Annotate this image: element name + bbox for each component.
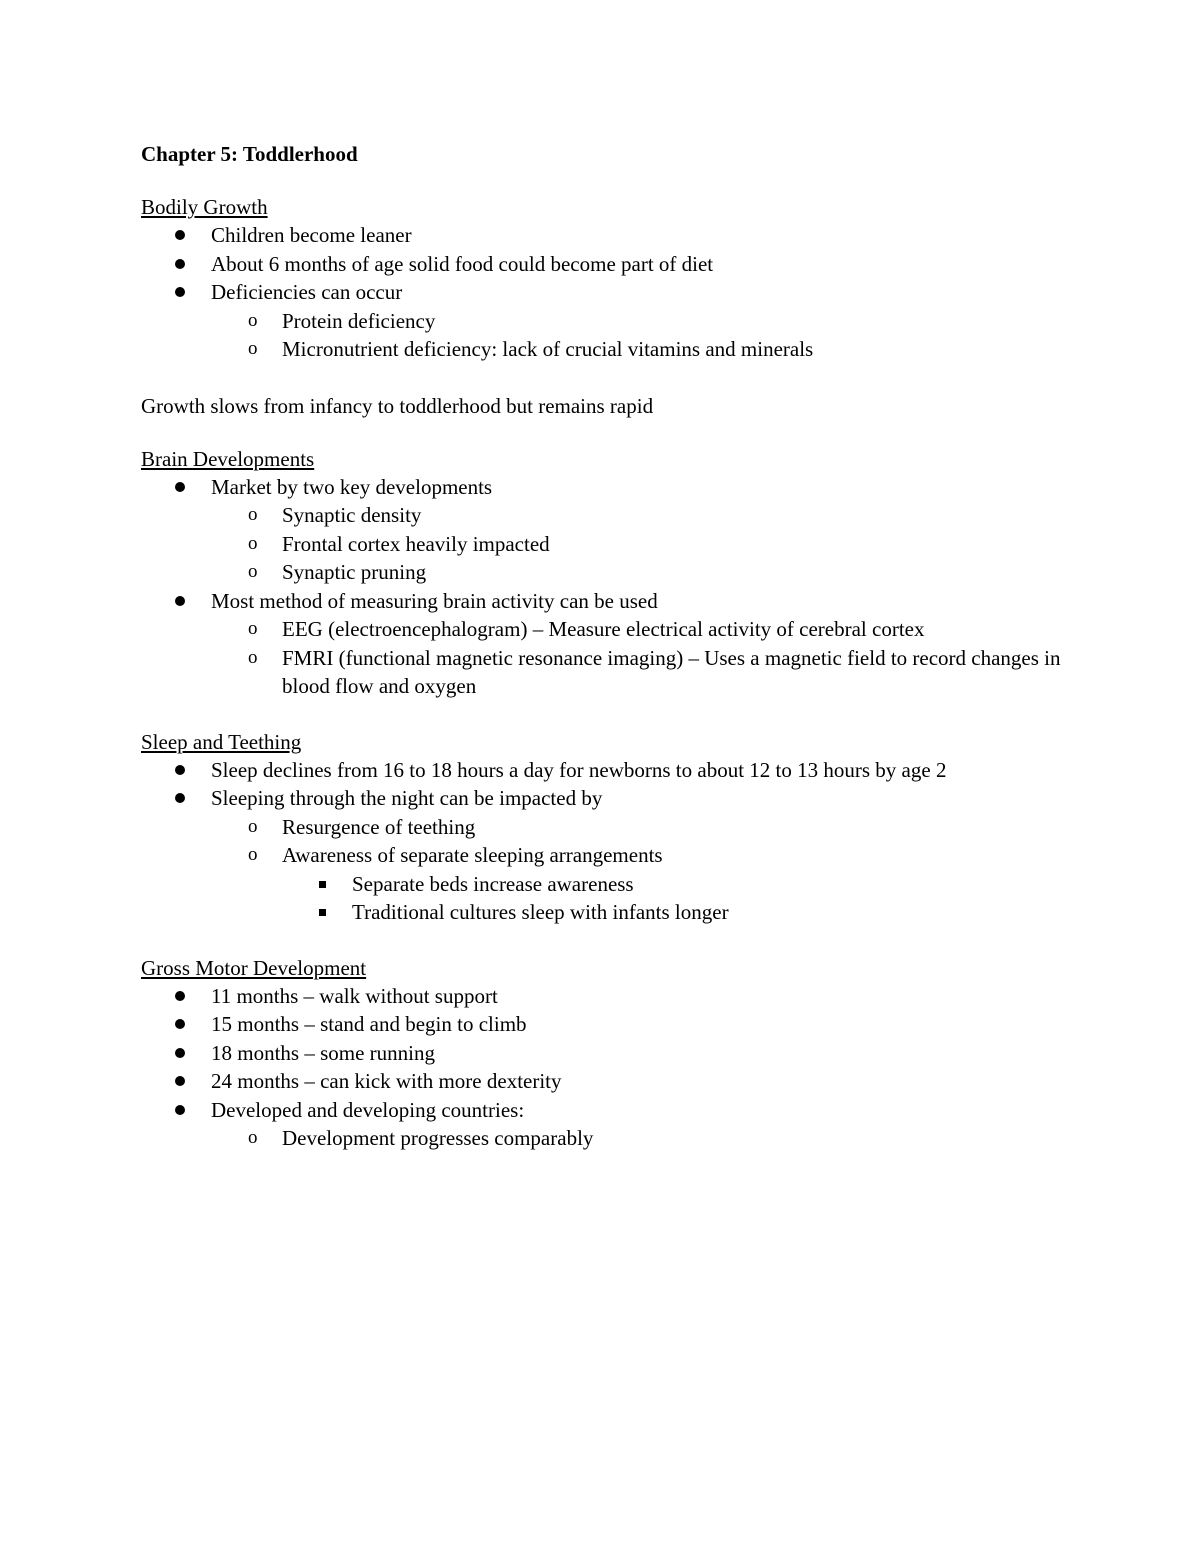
- list-item-text: Resurgence of teething: [282, 814, 476, 839]
- spacer: [141, 927, 1081, 955]
- bullet-icon: [175, 482, 185, 492]
- sub-sub-list-item: [141, 898, 1081, 927]
- list-item-text: Development progresses comparably: [282, 1126, 594, 1150]
- circle-bullet-icon: o: [248, 532, 258, 554]
- bullet-icon: [175, 765, 185, 775]
- list-item: [141, 1067, 1081, 1096]
- section-heading-sleep-and-teething: Sleep and Teething: [141, 729, 302, 754]
- bullet-icon: [175, 1105, 185, 1115]
- list-item: [141, 587, 1081, 616]
- list-item-text: Sleep declines from 16 to 18 hours a day for newborns to about 12 to 13 hours by age 2: [211, 757, 947, 782]
- list-item-text: Deficiencies can occur: [211, 280, 403, 304]
- list-item-text: Developed and developing countries:: [211, 1097, 525, 1122]
- square-bullet-icon: [319, 881, 326, 888]
- list-item-text: 18 months – some running: [211, 1040, 435, 1065]
- list-item-text: Awareness of separate sleeping arrangements: [282, 843, 663, 867]
- section-heading-gross-motor-development: Gross Motor Development: [141, 955, 367, 980]
- list-item-text: Synaptic density: [282, 503, 422, 527]
- spacer: [141, 420, 1081, 446]
- list-item-text: Sleeping through the night can be impacted by: [211, 786, 603, 810]
- list-item-text: Frontal cortex heavily impacted: [282, 531, 550, 556]
- sub-list-item: [141, 530, 1081, 559]
- sub-list-item: [141, 558, 1081, 587]
- sub-list-item: [141, 841, 1081, 870]
- list-item-text: Market by two key developments: [211, 474, 493, 499]
- list-item-text: Micronutrient deficiency: lack of crucial vitamins and minerals: [282, 337, 814, 361]
- circle-bullet-icon: o: [248, 309, 258, 331]
- bullet-icon: [175, 287, 185, 297]
- bullet-icon: [175, 230, 185, 240]
- brain-developments-list: [141, 473, 1081, 701]
- list-item-text: Most method of measuring brain activity can be used: [211, 588, 658, 613]
- sub-list-item: [141, 813, 1081, 842]
- circle-bullet-icon: o: [248, 338, 258, 359]
- list-item: [141, 278, 1081, 307]
- list-item: [141, 982, 1081, 1011]
- list-item-text: About 6 months of age solid food could become part of diet: [211, 251, 714, 276]
- list-item-text: 24 months – can kick with more dexterity: [211, 1069, 562, 1093]
- list-item: [141, 1039, 1081, 1068]
- sleep-list: [141, 756, 1081, 927]
- sub-list-item: [141, 615, 1081, 644]
- list-item: [141, 1010, 1081, 1039]
- circle-bullet-icon: o: [248, 504, 258, 525]
- list-item-text: Separate beds increase awareness: [352, 871, 634, 896]
- circle-bullet-icon: o: [248, 844, 258, 865]
- list-item-text: 11 months – walk without support: [211, 983, 498, 1008]
- sub-sub-list-item: [141, 870, 1081, 899]
- list-item: [141, 250, 1081, 279]
- list-item-text: FMRI (functional magnetic resonance imaging) – Uses a magnetic field to record changes in blood flow and oxygen: [282, 645, 1061, 698]
- spacer: [141, 364, 1081, 392]
- sub-list-item: [141, 307, 1081, 336]
- list-item: [141, 784, 1081, 813]
- list-item: [141, 473, 1081, 502]
- sub-list-item: [141, 335, 1081, 364]
- list-item-text: Synaptic pruning: [282, 560, 427, 584]
- list-item: [141, 1096, 1081, 1125]
- bullet-icon: [175, 1048, 185, 1058]
- circle-bullet-icon: o: [248, 1127, 258, 1148]
- section-heading-bodily-growth: Bodily Growth: [141, 195, 268, 219]
- page-title: Chapter 5: Toddlerhood: [141, 142, 358, 166]
- bullet-icon: [175, 259, 185, 269]
- circle-bullet-icon: o: [248, 815, 258, 837]
- list-item-text: EEG (electroencephalogram) – Measure electrical activity of cerebral cortex: [282, 617, 925, 641]
- bullet-icon: [175, 1076, 185, 1086]
- list-item: [141, 756, 1081, 785]
- spacer: [141, 168, 1081, 194]
- circle-bullet-icon: o: [248, 618, 258, 639]
- circle-bullet-icon: o: [248, 646, 258, 668]
- bullet-icon: [175, 991, 185, 1001]
- list-item-text: Protein deficiency: [282, 308, 436, 333]
- list-item: [141, 221, 1081, 250]
- list-item-text: Traditional cultures sleep with infants longer: [352, 900, 729, 924]
- gross-motor-list: [141, 982, 1081, 1153]
- square-bullet-icon: [319, 909, 326, 916]
- sub-list-item: [141, 1124, 1081, 1153]
- list-item-text: 15 months – stand and begin to climb: [211, 1012, 527, 1036]
- sub-list-item: [141, 501, 1081, 530]
- sub-list-item: [141, 644, 1081, 701]
- section-heading-brain-developments: Brain Developments: [141, 446, 315, 471]
- bullet-icon: [175, 596, 185, 606]
- list-item-text: Children become leaner: [211, 223, 412, 247]
- bullet-icon: [175, 793, 185, 803]
- bodily-growth-list: [141, 221, 1081, 364]
- circle-bullet-icon: o: [248, 561, 258, 582]
- growth-note: Growth slows from infancy to toddlerhood but remains rapid: [141, 393, 654, 418]
- spacer: [141, 701, 1081, 729]
- bullet-icon: [175, 1019, 185, 1029]
- document-page: [141, 140, 1081, 1153]
